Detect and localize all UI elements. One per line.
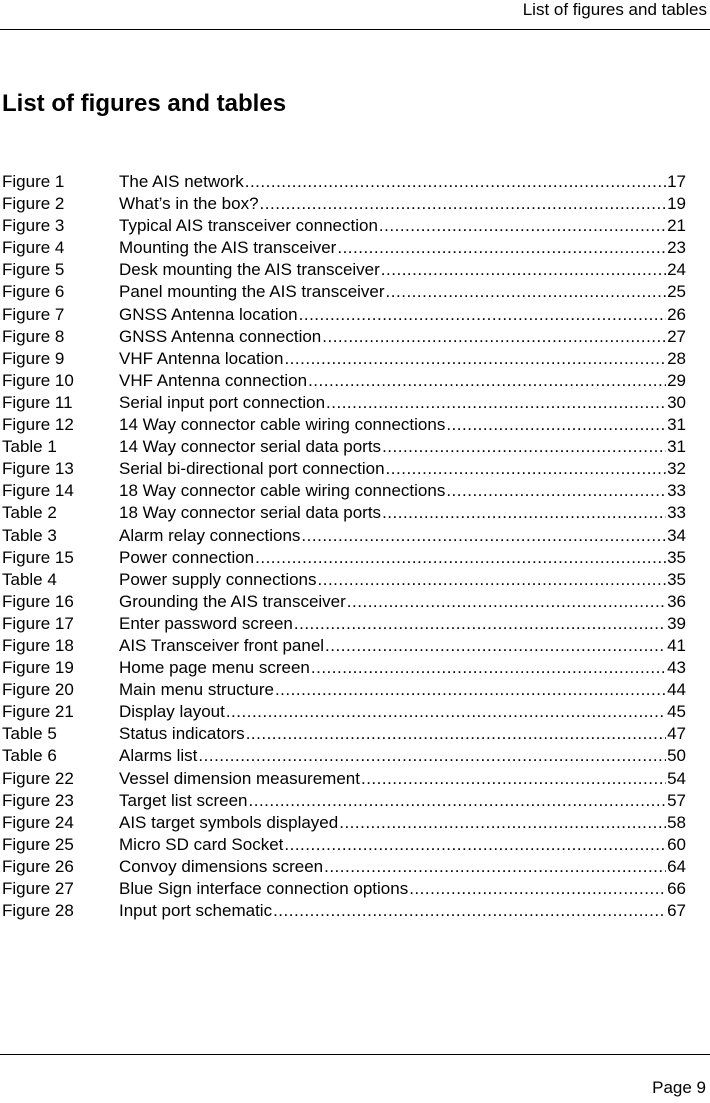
toc-entry-page-number: 66 bbox=[667, 879, 686, 898]
toc-entry-title: Typical AIS transceiver connection bbox=[119, 216, 378, 236]
toc-entry[interactable] bbox=[0, 856, 686, 878]
toc-entry-label: Figure 6 bbox=[2, 282, 65, 302]
toc-entry-line bbox=[119, 436, 686, 458]
toc-entry-line bbox=[119, 878, 686, 900]
toc-entry-title: 18 Way connector cable wiring connections bbox=[119, 481, 446, 501]
toc-entry-label: Figure 18 bbox=[2, 635, 74, 655]
dot-leader bbox=[273, 900, 666, 922]
toc-entry-title: Convoy dimensions screen bbox=[119, 856, 324, 876]
toc-entry-line bbox=[119, 348, 686, 370]
dot-leader bbox=[311, 657, 666, 679]
toc-entry-title: GNSS Antenna connection bbox=[119, 326, 322, 346]
toc-entry-label: Figure 5 bbox=[2, 260, 65, 280]
toc-entry-line bbox=[119, 834, 686, 856]
toc-entry-page-number: 23 bbox=[667, 238, 686, 258]
toc-entry[interactable] bbox=[0, 790, 686, 812]
dot-leader bbox=[325, 635, 666, 657]
dot-leader bbox=[409, 878, 666, 900]
toc-entry-title: Input port schematic bbox=[119, 901, 273, 921]
toc-entry-page-number: 50 bbox=[667, 746, 686, 766]
dot-leader bbox=[275, 679, 666, 701]
toc-entry-label: Figure 9 bbox=[2, 348, 65, 368]
toc-entry-page-number: 31 bbox=[667, 437, 686, 457]
toc-entry-page-number: 24 bbox=[667, 260, 686, 280]
toc-entry-title: GNSS Antenna location bbox=[119, 304, 298, 324]
toc-entry[interactable] bbox=[0, 745, 686, 767]
toc-entry-page-number: 35 bbox=[667, 547, 686, 567]
toc-entry-line bbox=[119, 745, 686, 767]
dot-leader bbox=[379, 215, 666, 237]
toc-entry-line bbox=[119, 304, 686, 326]
toc-entry-line bbox=[119, 392, 686, 414]
toc-entry-page-number: 31 bbox=[667, 415, 686, 435]
toc-entry-title: Status indicators bbox=[119, 724, 245, 744]
toc-entry[interactable] bbox=[0, 635, 686, 657]
dot-leader bbox=[361, 768, 666, 790]
dot-leader bbox=[255, 547, 666, 569]
toc-entry-label: Figure 4 bbox=[2, 238, 65, 258]
toc-entry-label: Figure 11 bbox=[2, 392, 73, 412]
toc-entry-line bbox=[119, 502, 686, 524]
dot-leader bbox=[198, 745, 666, 767]
toc-entry-title: Main menu structure bbox=[119, 680, 274, 700]
toc-entry-title: Blue Sign interface connection options bbox=[119, 879, 409, 898]
toc-entry-page-number: 41 bbox=[667, 635, 686, 655]
toc-entry-label: Figure 24 bbox=[2, 812, 74, 832]
toc-entry-line bbox=[119, 525, 686, 547]
dot-leader bbox=[347, 591, 666, 613]
dot-leader bbox=[386, 458, 667, 480]
dot-leader bbox=[322, 326, 666, 348]
toc-entry-title: Power connection bbox=[119, 547, 255, 567]
toc-entry-page-number: 32 bbox=[667, 459, 686, 479]
toc-entry-title: Display layout bbox=[119, 702, 225, 722]
toc-entry[interactable] bbox=[0, 679, 686, 701]
toc-entry-page-number: 33 bbox=[667, 503, 686, 523]
toc-entry-line bbox=[119, 635, 686, 657]
toc-entry[interactable] bbox=[0, 723, 686, 745]
toc-entry-title: AIS target symbols displayed bbox=[119, 812, 339, 832]
toc-entry[interactable] bbox=[0, 768, 686, 790]
toc-entry-title: 18 Way connector serial data ports bbox=[119, 503, 382, 523]
dot-leader bbox=[284, 348, 666, 370]
toc-entry-title: VHF Antenna location bbox=[119, 348, 284, 368]
toc-entry-line bbox=[119, 370, 686, 392]
toc-entry-page-number: 57 bbox=[667, 790, 686, 810]
toc-entry-title: Serial input port connection bbox=[119, 392, 326, 412]
dot-leader bbox=[249, 790, 667, 812]
dot-leader bbox=[284, 834, 666, 856]
toc-entry-label: Figure 8 bbox=[2, 326, 65, 346]
toc-entry-line bbox=[119, 856, 686, 878]
dot-leader bbox=[382, 436, 666, 458]
toc-entry[interactable] bbox=[0, 326, 686, 348]
toc-entry-line bbox=[119, 259, 686, 281]
toc-entry-line bbox=[119, 723, 686, 745]
toc-entry-title: Micro SD card Socket bbox=[119, 834, 284, 854]
toc-entry-page-number: 54 bbox=[667, 768, 686, 788]
toc-entry-line bbox=[119, 547, 686, 569]
toc-entry[interactable] bbox=[0, 878, 686, 900]
toc-entry-title: Enter password screen bbox=[119, 613, 293, 633]
toc-entry-line bbox=[119, 215, 686, 237]
toc-entry-title: Mounting the AIS transceiver bbox=[119, 238, 337, 258]
dot-leader bbox=[301, 525, 666, 547]
dot-leader bbox=[326, 392, 666, 414]
toc-entry-label: Figure 2 bbox=[2, 194, 65, 214]
toc-entry-title: Power supply connections bbox=[119, 569, 317, 589]
toc-entry-title: Desk mounting the AIS transceiver bbox=[119, 260, 380, 280]
toc-entry-page-number: 47 bbox=[667, 724, 686, 744]
toc-entry[interactable] bbox=[0, 834, 686, 856]
dot-leader bbox=[260, 193, 667, 215]
toc-entry[interactable] bbox=[0, 525, 686, 547]
toc-entry-label: Figure 15 bbox=[2, 547, 74, 567]
toc-entry[interactable] bbox=[0, 547, 686, 569]
toc-entry[interactable] bbox=[0, 657, 686, 679]
running-header: List of figures and tables bbox=[522, 0, 707, 19]
toc-entry-page-number: 60 bbox=[667, 834, 686, 854]
dot-leader bbox=[337, 237, 666, 259]
toc-entry-line bbox=[119, 701, 686, 723]
toc-entry-line bbox=[119, 900, 686, 922]
toc-entry-line bbox=[119, 679, 686, 701]
toc-entry-title: Grounding the AIS transceiver bbox=[119, 591, 346, 611]
toc-entry-label: Figure 3 bbox=[2, 216, 65, 236]
dot-leader bbox=[299, 304, 666, 326]
toc-entry[interactable] bbox=[0, 480, 686, 502]
toc-entry-label: Figure 26 bbox=[2, 856, 74, 876]
toc-entry-line bbox=[119, 613, 686, 635]
toc-entry-label: Figure 27 bbox=[2, 879, 74, 898]
toc-entry-label: Figure 12 bbox=[2, 415, 74, 435]
toc-entry-line bbox=[119, 591, 686, 613]
toc-entry-label: Figure 17 bbox=[2, 613, 74, 633]
toc-entry-line bbox=[119, 326, 686, 348]
toc-entry[interactable] bbox=[0, 193, 686, 215]
toc-entry-label: Table 2 bbox=[2, 503, 57, 523]
toc-entry[interactable] bbox=[0, 392, 686, 414]
toc-entry-label: Table 3 bbox=[2, 525, 57, 545]
toc-entry-label: Table 6 bbox=[2, 746, 57, 766]
dot-leader bbox=[339, 812, 666, 834]
toc-entry-page-number: 28 bbox=[667, 348, 686, 368]
header-divider bbox=[0, 29, 710, 30]
toc-entry-title: AIS Transceiver front panel bbox=[119, 635, 325, 655]
dot-leader bbox=[324, 856, 666, 878]
toc-entry-label: Figure 14 bbox=[2, 481, 74, 501]
toc-entry-page-number: 25 bbox=[667, 282, 686, 302]
toc-entry[interactable] bbox=[0, 259, 686, 281]
toc-entry-label: Figure 20 bbox=[2, 680, 74, 700]
toc-entry[interactable] bbox=[0, 304, 686, 326]
toc-entry-line bbox=[119, 171, 686, 193]
toc-entry-label: Table 5 bbox=[2, 724, 57, 744]
footer-divider bbox=[0, 1054, 710, 1055]
toc-entry[interactable] bbox=[0, 370, 686, 392]
toc-entry-label: Figure 25 bbox=[2, 834, 74, 854]
toc-entry-label: Figure 10 bbox=[2, 370, 74, 390]
toc-entry-page-number: 35 bbox=[667, 569, 686, 589]
toc-entry[interactable] bbox=[0, 569, 686, 591]
toc-entry[interactable] bbox=[0, 701, 686, 723]
dot-leader bbox=[382, 502, 666, 524]
toc-entry-page-number: 58 bbox=[667, 812, 686, 832]
toc-entry[interactable] bbox=[0, 348, 686, 370]
toc-entry[interactable] bbox=[0, 436, 686, 458]
dot-leader bbox=[308, 370, 666, 392]
toc-entry-title: Home page menu screen bbox=[119, 658, 310, 678]
dot-leader bbox=[226, 701, 666, 723]
toc-entry-page-number: 27 bbox=[667, 326, 686, 346]
toc-entry-page-number: 64 bbox=[667, 856, 686, 876]
toc-entry[interactable] bbox=[0, 458, 686, 480]
toc-entry-page-number: 45 bbox=[667, 702, 686, 722]
toc-entry-title: Target list screen bbox=[119, 790, 248, 810]
toc-entry[interactable] bbox=[0, 502, 686, 524]
toc-entry-label: Figure 16 bbox=[2, 591, 74, 611]
toc-entry-page-number: 30 bbox=[667, 392, 686, 412]
toc-entry-line bbox=[119, 193, 686, 215]
figures-and-tables-list bbox=[0, 171, 686, 922]
toc-entry[interactable] bbox=[0, 215, 686, 237]
toc-entry-label: Table 4 bbox=[2, 569, 57, 589]
toc-entry-title: Alarms list bbox=[119, 746, 198, 766]
toc-entry-label: Figure 13 bbox=[2, 459, 74, 479]
toc-entry-line bbox=[119, 281, 686, 303]
dot-leader bbox=[446, 480, 666, 502]
dot-leader bbox=[446, 414, 666, 436]
toc-entry[interactable] bbox=[0, 591, 686, 613]
toc-entry-title: What’s in the box? bbox=[119, 194, 259, 214]
toc-entry-title: Serial bi-directional port connection bbox=[119, 459, 385, 479]
toc-entry-line bbox=[119, 480, 686, 502]
toc-entry-page-number: 43 bbox=[667, 658, 686, 678]
toc-entry-label: Figure 28 bbox=[2, 901, 74, 921]
toc-entry-label: Figure 22 bbox=[2, 768, 74, 788]
toc-entry[interactable] bbox=[0, 237, 686, 259]
page-title: List of figures and tables bbox=[2, 90, 287, 117]
toc-entry-title: The AIS network bbox=[119, 172, 244, 191]
toc-entry[interactable] bbox=[0, 281, 686, 303]
dot-leader bbox=[318, 569, 667, 591]
toc-entry-page-number: 19 bbox=[667, 194, 686, 214]
page-number: Page 9 bbox=[652, 1078, 706, 1097]
toc-entry-line bbox=[119, 768, 686, 790]
toc-entry-title: Vessel dimension measurement bbox=[119, 768, 360, 788]
toc-entry-page-number: 67 bbox=[667, 901, 686, 921]
toc-entry-line bbox=[119, 414, 686, 436]
toc-entry-label: Figure 1 bbox=[2, 172, 65, 191]
toc-entry-line bbox=[119, 569, 686, 591]
toc-entry-page-number: 44 bbox=[667, 680, 686, 700]
toc-entry-title: Panel mounting the AIS transceiver bbox=[119, 282, 385, 302]
toc-entry-page-number: 33 bbox=[667, 481, 686, 501]
toc-entry-label: Table 1 bbox=[2, 437, 57, 457]
toc-entry-page-number: 39 bbox=[667, 613, 686, 633]
toc-entry-title: 14 Way connector serial data ports bbox=[119, 437, 382, 457]
dot-leader bbox=[294, 613, 666, 635]
toc-entry-label: Figure 7 bbox=[2, 304, 65, 324]
toc-entry-page-number: 26 bbox=[667, 304, 686, 324]
toc-entry[interactable] bbox=[0, 613, 686, 635]
toc-entry-line bbox=[119, 237, 686, 259]
toc-entry-label: Figure 21 bbox=[2, 702, 74, 722]
toc-entry-line bbox=[119, 657, 686, 679]
dot-leader bbox=[386, 281, 667, 303]
dot-leader bbox=[381, 259, 666, 281]
toc-entry[interactable] bbox=[0, 414, 686, 436]
dot-leader bbox=[246, 723, 666, 745]
toc-entry-line bbox=[119, 812, 686, 834]
toc-entry[interactable] bbox=[0, 900, 686, 922]
toc-entry-page-number: 29 bbox=[667, 370, 686, 390]
toc-entry-page-number: 36 bbox=[667, 591, 686, 611]
toc-entry[interactable] bbox=[0, 171, 686, 193]
toc-entry-label: Figure 19 bbox=[2, 658, 74, 678]
toc-entry-line bbox=[119, 458, 686, 480]
toc-entry-title: 14 Way connector cable wiring connections bbox=[119, 415, 446, 435]
toc-entry-page-number: 21 bbox=[667, 216, 686, 236]
toc-entry-title: Alarm relay connections bbox=[119, 525, 301, 545]
toc-entry-line bbox=[119, 790, 686, 812]
toc-entry-page-number: 17 bbox=[667, 172, 686, 191]
toc-entry-title: VHF Antenna connection bbox=[119, 370, 308, 390]
dot-leader bbox=[245, 171, 666, 193]
toc-entry[interactable] bbox=[0, 812, 686, 834]
toc-entry-page-number: 34 bbox=[667, 525, 686, 545]
toc-entry-label: Figure 23 bbox=[2, 790, 74, 810]
